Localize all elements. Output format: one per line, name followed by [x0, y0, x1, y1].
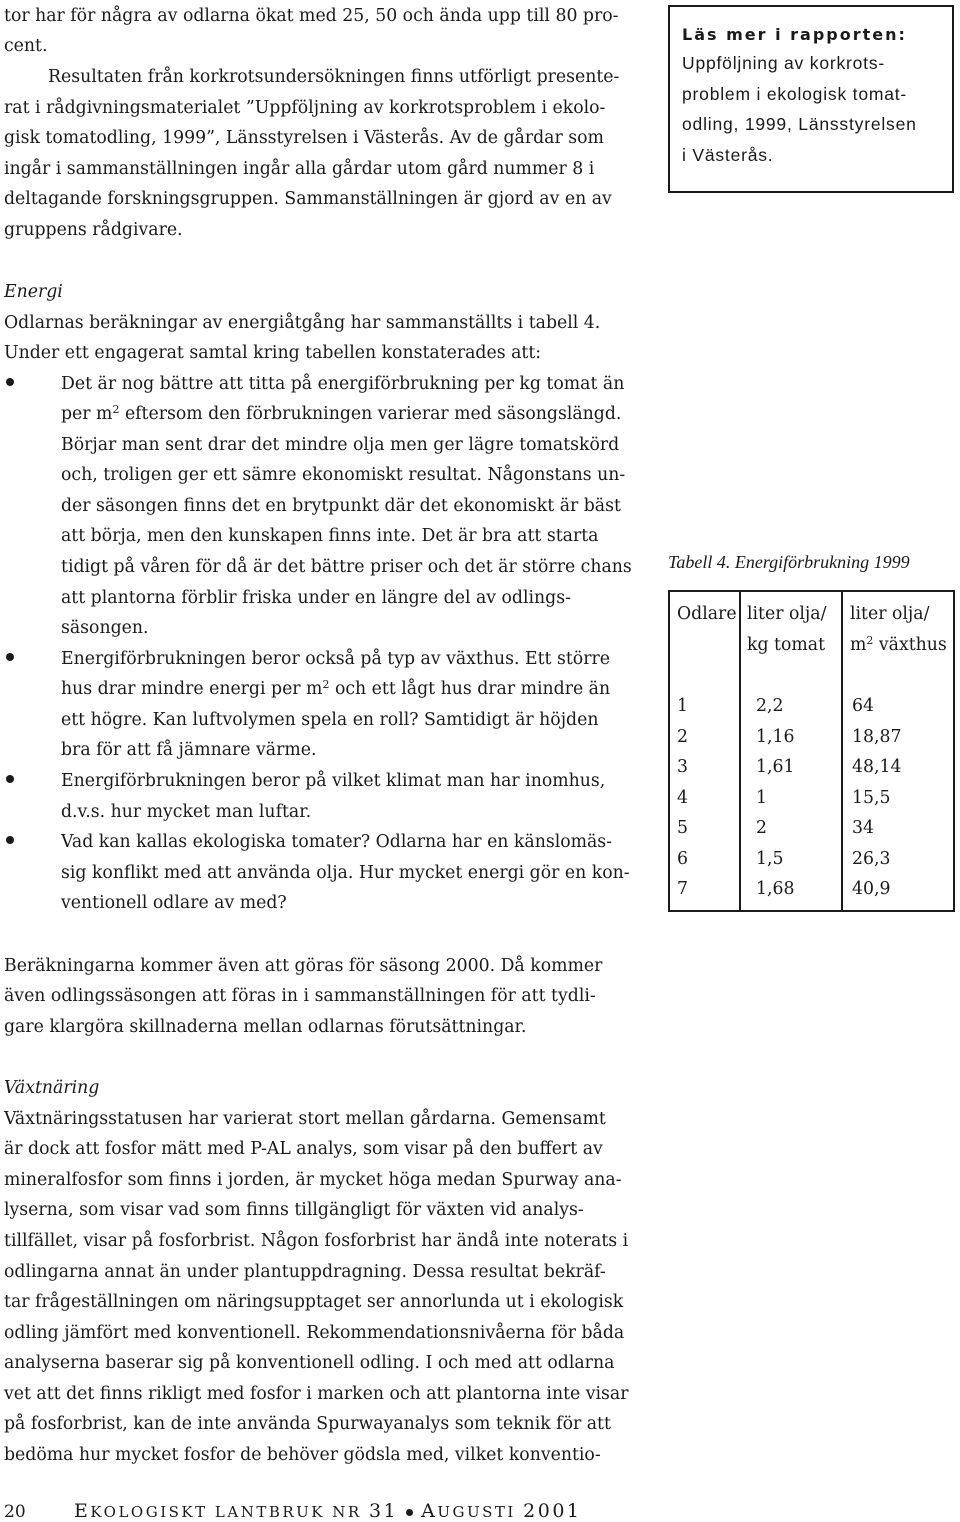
- text-line: ett högre. Kan luftvolymen spela en roll? Samtidigt är höjden: [61, 710, 599, 730]
- text-line: hus drar mindre energi per $m^2$ och ett lågt hus drar mindre än: [61, 678, 611, 699]
- text-line: Det är nog bättre att titta på energiförbrukning per kg tomat än: [61, 374, 625, 394]
- text-line: per $m^2$ eftersom den förbrukningen varierar med säsongslängd.: [61, 403, 622, 424]
- section-heading-vaxtnaring: Växtnäring: [4, 1078, 100, 1098]
- text-line: Under ett engagerat samtal kring tabellen konstaterades att:: [4, 343, 542, 363]
- table-cell: 40,9: [852, 879, 891, 899]
- text-line: odling jämfört med konventionell. Rekommendationsnivåerna för båda: [4, 1323, 625, 1343]
- text-line: Energiförbrukningen beror på vilket klimat man har inomhus,: [61, 771, 606, 791]
- text-line: gare klargöra skillnaderna mellan odlarnas förutsättningar.: [4, 1017, 527, 1037]
- text-line: ventionell odlare av med?: [61, 893, 287, 913]
- page-number: 20: [4, 1502, 26, 1522]
- text-line: Resultaten från korkrotsundersökningen finns utförligt presente-: [48, 67, 620, 87]
- text-line: deltagande forskningsgruppen. Sammanställningen är gjord av en av: [4, 189, 612, 209]
- table-cell: 18,87: [852, 727, 902, 747]
- page-footer: [4, 1500, 582, 1522]
- bullet-icon: [406, 1509, 413, 1516]
- table-cell: 6: [677, 849, 688, 869]
- table-header-per-m2: liter olja/: [850, 604, 930, 624]
- table-cell: 4: [677, 788, 688, 808]
- text-line: även odlingssäsongen att föras in i sammanställningen för att tydli-: [4, 986, 596, 1006]
- table-cell: 2,2: [756, 696, 784, 716]
- table-cell: 5: [677, 818, 688, 838]
- read-more-title: Läs mer i rapporten:: [682, 25, 907, 44]
- text-line: Växtnäringsstatusen har varierat stort mellan gårdarna. Gemensamt: [4, 1109, 606, 1129]
- text-line: der säsongen finns det en brytpunkt där det ekonomiskt är bäst: [61, 496, 621, 516]
- text-line: odlingarna annat än under plantuppdragning. Dessa resultat bekräf-: [4, 1262, 606, 1282]
- text-line: gisk tomatodling, 1999”, Länsstyrelsen i Västerås. Av de gårdar som: [4, 128, 604, 148]
- text-line: säsongen.: [61, 618, 149, 638]
- text-line: på fosforbrist, kan de inte använda Spurwayanalys som teknik för att: [4, 1414, 611, 1434]
- table-header-odlare: Odlare: [677, 604, 737, 624]
- table-cell: 1,68: [756, 879, 795, 899]
- issue-date: AUGUSTI 2001: [421, 1500, 582, 1522]
- text-line: lyserna, som visar vad som finns tillgängligt för växten vid analys-: [4, 1200, 584, 1220]
- text-line: ingår i sammanställningen ingår alla gårdar utom gård nummer 8 i: [4, 159, 595, 179]
- text-line: tar frågeställningen om näringsupptaget ser annorlunda ut i ekologisk: [4, 1292, 624, 1312]
- bullet-icon: [6, 653, 14, 661]
- table-cell: 1,5: [756, 849, 784, 869]
- text-line: sig konflikt med att använda olja. Hur mycket energi gör en kon-: [61, 863, 630, 883]
- read-more-box: [668, 5, 954, 193]
- read-more-line: problem i ekologisk tomat-: [682, 84, 908, 104]
- bullet-icon: [6, 836, 14, 844]
- table-header-per-m2: $m^2$ växthus: [850, 634, 947, 655]
- table-cell: 15,5: [852, 788, 891, 808]
- text-line: att plantorna förblir friska under en längre del av odlings-: [61, 588, 571, 608]
- text-line: Odlarnas beräkningar av energiåtgång har sammanställts i tabell 4.: [4, 313, 601, 333]
- text-line: tidigt på våren för då är det bättre priser och det är större chans: [61, 557, 632, 577]
- text-line: d.v.s. hur mycket man luftar.: [61, 802, 312, 822]
- text-line: vet att det finns rikligt med fosfor i marken och att plantorna inte visar: [4, 1384, 629, 1404]
- text-line: Beräkningarna kommer även att göras för säsong 2000. Då kommer: [4, 956, 603, 976]
- text-line: att börja, men den kunskapen finns inte. Det är bra att starta: [61, 526, 599, 546]
- read-more-line: odling, 1999, Länsstyrelsen: [682, 114, 917, 134]
- table-cell: 1: [677, 696, 688, 716]
- table-column-rule: [841, 590, 843, 912]
- table-cell: 48,14: [852, 757, 902, 777]
- text-line: tor har för några av odlarna ökat med 25, 50 och ända upp till 80 pro-: [4, 6, 619, 26]
- bullet-icon: [6, 775, 14, 783]
- table-cell: 2: [756, 818, 767, 838]
- bullet-icon: [6, 378, 14, 386]
- table-cell: 7: [677, 879, 688, 899]
- table-header-per-kg: liter olja/: [747, 604, 827, 624]
- table-header-per-kg: kg tomat: [747, 635, 826, 655]
- text-line: rat i rådgivningsmaterialet ”Uppföljning av korkrotsproblem i ekolo-: [4, 98, 606, 118]
- table-caption: Tabell 4. Energiförbrukning 1999: [668, 552, 910, 572]
- text-line: Vad kan kallas ekologiska tomater? Odlarna har en känslomäs-: [61, 832, 613, 852]
- text-line: cent.: [4, 36, 48, 56]
- table-cell: 3: [677, 757, 688, 777]
- text-line: Energiförbrukningen beror också på typ av växthus. Ett större: [61, 649, 610, 669]
- table-cell: 64: [852, 696, 874, 716]
- text-line: analyserna baserar sig på konventionell odling. I och med att odlarna: [4, 1353, 615, 1373]
- text-line: bedöma hur mycket fosfor de behöver gödsla med, vilket konventio-: [4, 1445, 601, 1465]
- read-more-line: Uppföljning av korkrots-: [682, 53, 886, 73]
- table-cell: 26,3: [852, 849, 891, 869]
- text-line: tillfället, visar på fosforbrist. Någon fosforbrist har ändå inte noterats i: [4, 1231, 629, 1251]
- table-cell: 1,61: [756, 757, 795, 777]
- table-cell: 34: [852, 818, 874, 838]
- text-line: Börjar man sent drar det mindre olja men ger lägre tomatskörd: [61, 435, 620, 455]
- text-line: är dock att fosfor mätt med P-AL analys, som visar på den buffert av: [4, 1139, 603, 1159]
- journal-name: EKOLOGISKT LANTBRUK NR 31: [74, 1500, 399, 1522]
- table-cell: 1: [756, 788, 767, 808]
- table-cell: 2: [677, 727, 688, 747]
- text-line: mineralfosfor som finns i jorden, är mycket höga medan Spurway ana-: [4, 1170, 622, 1190]
- text-line: gruppens rådgivare.: [4, 220, 183, 240]
- table-cell: 1,16: [756, 727, 795, 747]
- section-heading-energi: Energi: [4, 282, 63, 302]
- read-more-line: i Västerås.: [682, 145, 774, 165]
- table-column-rule: [739, 590, 741, 912]
- text-line: och, troligen ger ett sämre ekonomiskt resultat. Någonstans un-: [61, 465, 626, 485]
- text-line: bra för att få jämnare värme.: [61, 740, 317, 760]
